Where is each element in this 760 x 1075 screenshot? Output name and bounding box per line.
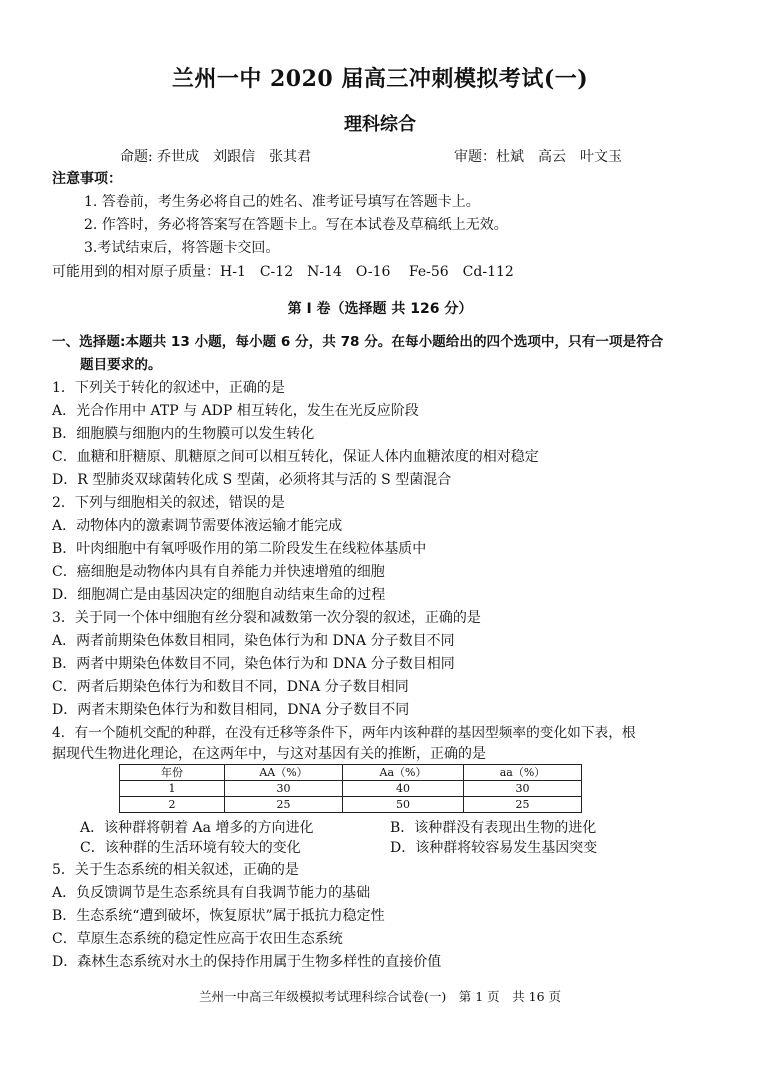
question-4-option-b: B．该种群没有表现出生物的进化 [390, 820, 597, 836]
reviewers-line: 审题：杜斌 高云 叶文玉 [454, 149, 622, 165]
column-header-aa-hetero: Aa（%） [343, 765, 464, 781]
question-4-stem: 4．有一个随机交配的种群，在没有迁移等条件下，两年内该种群的基因型频率的变化如下表，根 [52, 725, 636, 741]
question-2-option-d: D．细胞凋亡是由基因决定的细胞自动结束生命的过程 [52, 587, 386, 603]
question-4-stem-cont: 据现代生物进化理论，在这两年中，与这对基因有关的推断，正确的是 [52, 746, 486, 762]
authors-line: 命题: 乔世成 刘跟信 张其君 [120, 149, 312, 165]
question-2-stem: 2．下列与细胞相关的叙述，错误的是 [52, 495, 285, 511]
table-header-row [120, 765, 582, 781]
question-1-option-d: D．R 型肺炎双球菌转化成 S 型菌，必须将其与活的 S 型菌混合 [52, 472, 452, 488]
table-cell: 30 [225, 781, 343, 797]
question-4-option-a: A．该种群将朝着 Aa 增多的方向进化 [80, 820, 314, 836]
question-5-option-b: B．生态系统“遭到破坏，恢复原状”属于抵抗力稳定性 [52, 908, 385, 924]
question-3-option-c: C．两者后期染色体行为和数目不同，DNA 分子数目相同 [52, 679, 409, 695]
question-5-option-a: A．负反馈调节是生态系统具有自我调节能力的基础 [52, 885, 371, 901]
question-1-stem: 1．下列关于转化的叙述中，正确的是 [52, 380, 285, 396]
table-cell: 40 [343, 781, 464, 797]
question-2-option-a: A．动物体内的激素调节需要体液运输才能完成 [52, 518, 343, 534]
table-cell: 25 [225, 797, 343, 813]
column-header-aa-recessive: aa（%） [464, 765, 582, 781]
table-cell: 50 [343, 797, 464, 813]
question-4-option-d: D．该种群将较容易发生基因突变 [390, 840, 598, 856]
question-3-option-b: B．两者中期染色体数目不同，染色体行为和 DNA 分子数目相同 [52, 656, 455, 672]
note-item: 1. 答卷前，考生务必将自己的姓名、准考证号填写在答题卡上。 [84, 194, 480, 210]
question-1-option-c: C．血糖和肝糖原、肌糖原之间可以相互转化，保证人体内血糖浓度的相对稳定 [52, 449, 539, 465]
table-cell: 2 [120, 797, 225, 813]
question-2-option-b: B．叶肉细胞中有氧呼吸作用的第二阶段发生在线粒体基质中 [52, 541, 427, 557]
section-title: 第 I 卷（选择题 共 126 分） [287, 301, 473, 317]
column-header-aa-dominant: AA（%） [225, 765, 343, 781]
column-header-year: 年份 [120, 765, 225, 781]
table-row [120, 781, 582, 797]
question-1-option-b: B．细胞膜与细胞内的生物膜可以发生转化 [52, 426, 315, 442]
exam-subject: 理科综合 [344, 114, 416, 135]
question-5-stem: 5．关于生态系统的相关叙述，正确的是 [52, 862, 299, 878]
table-cell: 1 [120, 781, 225, 797]
table-row [120, 797, 582, 813]
question-3-option-a: A．两者前期染色体数目相同，染色体行为和 DNA 分子数目不同 [52, 633, 455, 649]
exam-title: 兰州一中 2020 届高三冲刺模拟考试(一) [171, 66, 589, 92]
question-1-option-a: A．光合作用中 ATP 与 ADP 相互转化，发生在光反应阶段 [52, 403, 419, 419]
table-cell: 30 [464, 781, 582, 797]
notes-heading: 注意事项： [52, 171, 122, 187]
atomic-masses: 可能用到的相对原子质量：H-1 C-12 N-14 O-16 Fe-56 Cd-112 [52, 264, 514, 280]
question-5-option-c: C．草原生态系统的稳定性应高于农田生态系统 [52, 931, 343, 947]
question-5-option-d: D．森林生态系统对水土的保持作用属于生物多样性的直接价值 [52, 954, 442, 970]
note-item: 3.考试结束后，将答题卡交回。 [84, 240, 280, 256]
note-item: 2. 作答时，务必将答案写在答题卡上。写在本试卷及草稿纸上无效。 [84, 217, 508, 233]
page-footer: 兰州一中高三年级模拟考试理科综合试卷(一) 第 1 页 共 16 页 [198, 989, 561, 1004]
question-3-option-d: D．两者末期染色体行为和数目相同，DNA 分子数目不同 [52, 702, 410, 718]
section-intro-cont: 题目要求的。 [80, 357, 162, 373]
table-cell: 25 [464, 797, 582, 813]
section-intro: 一、选择题:本题共 13 小题，每小题 6 分，共 78 分。在每小题给出的四个选项中，只有一项是符合 [52, 334, 664, 350]
question-4-option-c: C．该种群的生活环境有较大的变化 [80, 840, 301, 856]
question-2-option-c: C．癌细胞是动物体内具有自养能力并快速增殖的细胞 [52, 564, 385, 580]
genotype-frequency-table [119, 764, 582, 813]
question-3-stem: 3．关于同一个体中细胞有丝分裂和减数第一次分裂的叙述，正确的是 [52, 610, 481, 626]
